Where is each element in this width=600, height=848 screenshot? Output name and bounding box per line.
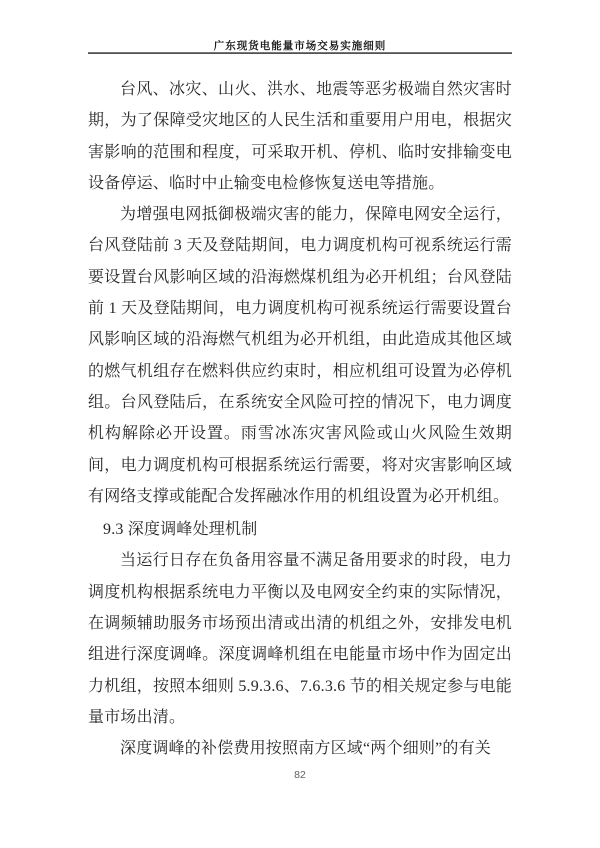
header-title: 广东现货电能量市场交易实施细则	[213, 41, 387, 52]
header-rule	[88, 52, 512, 54]
paragraph-disaster-measures: 台风、冰灾、山火、洪水、地震等恶劣极端自然灾害时期，为了保障受灾地区的人民生活和重要用户用电，根据灾害影响的范围和程度，可采取开机、停机、临时安排输变电设备停运、临时中止输变电检修恢复送电等措施。	[88, 81, 512, 192]
paragraph-typhoon-unit-settings: 为增强电网抵御极端灾害的能力，保障电网安全运行，台风登陆前 3 天及登陆期间，电力调度机构可视系统运行需要设置台风影响区域的沿海燃煤机组为必开机组；台风登陆前 1 天及登陆期间，电力调度机构可视系统运行需要设置台风影响区域的沿海燃气机组为必开机组，由此造成其他区域的燃气机组存在燃料供应约束时，相应机组可设置为必停机组。台风登陆后，在系统安全风险可控的情况下，电力调度机构解除必开设置。雨雪冰冻灾害风险或山火风险生效期间，电力调度机构可根据系统运行需要，将对灾害影响区域有网络支撑或能配合发挥融冰作用的机组设置为必开机组。	[88, 206, 512, 505]
paragraph-compensation-rules: 深度调峰的补偿费用按照南方区域“两个细则”的有关	[120, 740, 492, 758]
page-number: 82	[294, 769, 306, 781]
paragraph-deep-peak-regulation: 当运行日存在负备用容量不满足备用要求的时段，电力调度机构根据系统电力平衡以及电网安全约束的实际情况，在调频辅助服务市场预出清或出清的机组之外，安排发电机组进行深度调峰。深度调峰机组在电能量市场中作为固定出力机组，按照本细则 5.9.3.6、7.6.3.6 节的相关规定参与电能量市场出清。	[88, 552, 512, 726]
section-heading-9-3: 9.3 深度调峰处理机制	[103, 521, 258, 539]
document-body	[88, 74, 512, 765]
